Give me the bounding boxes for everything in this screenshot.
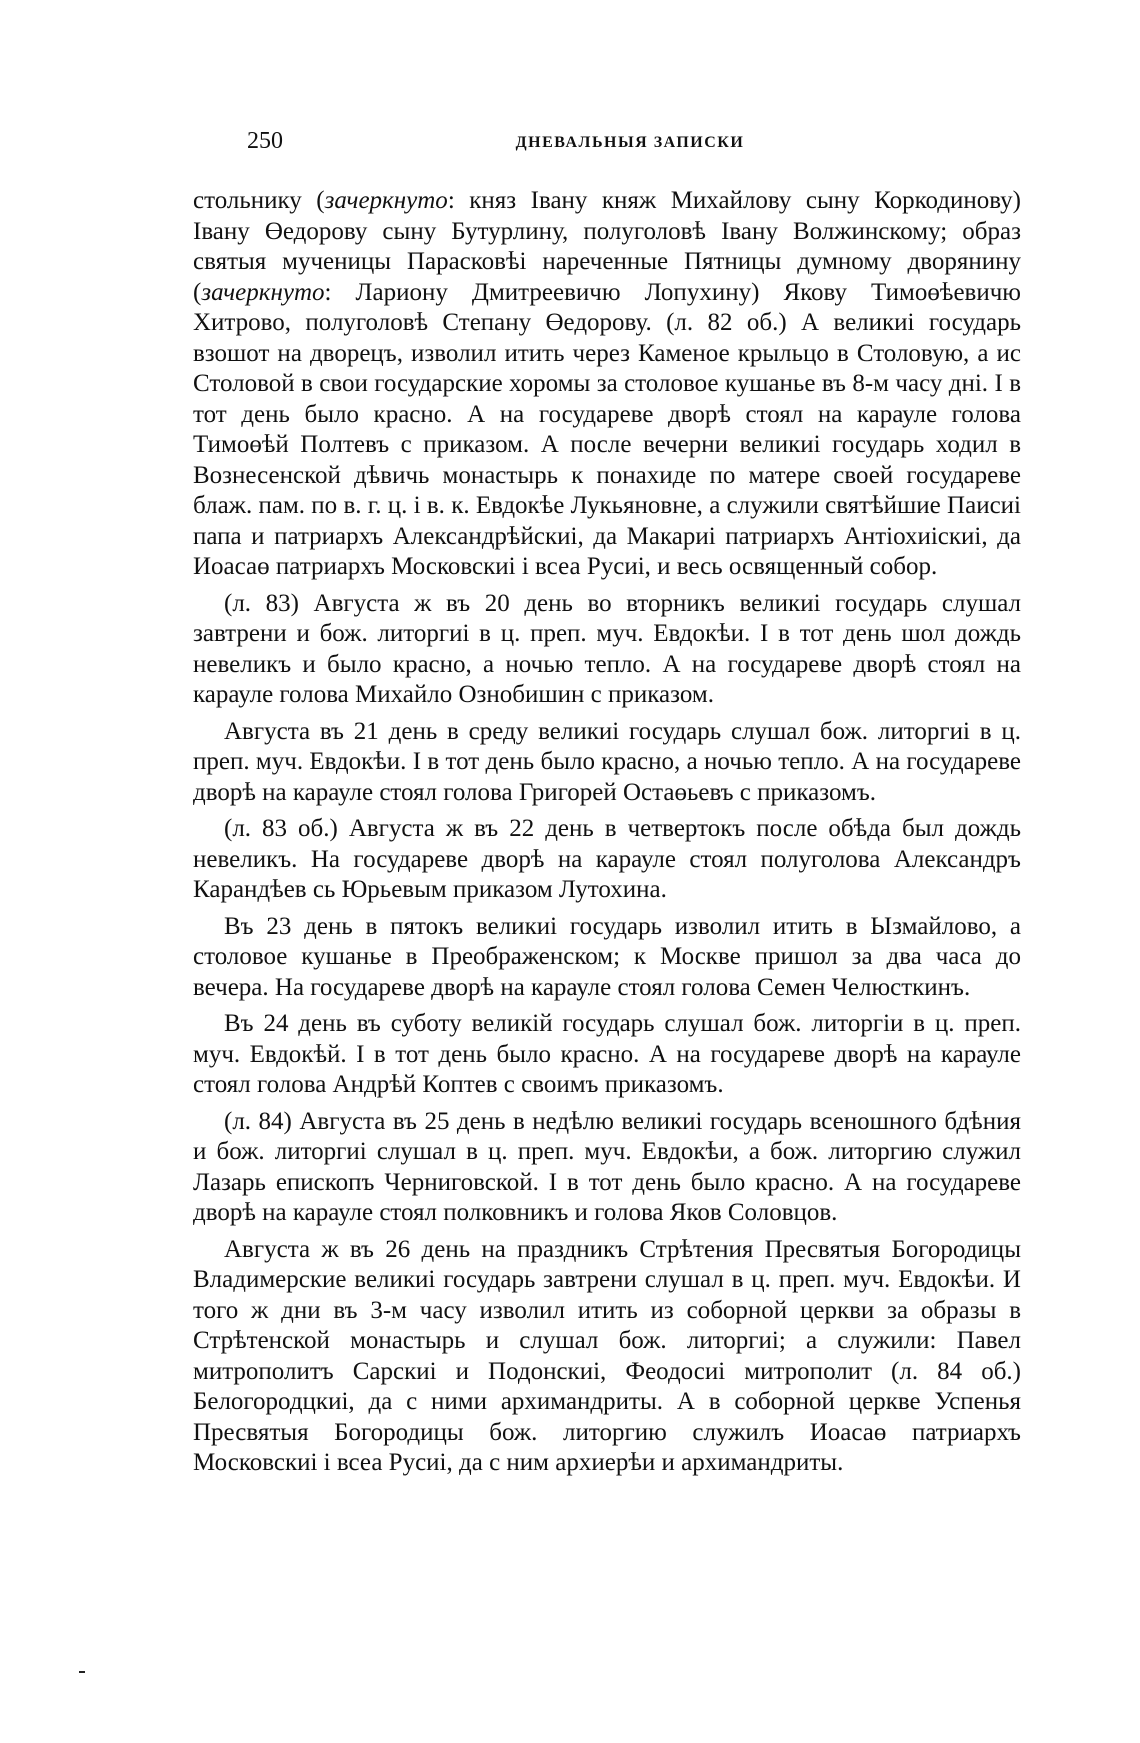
page-number: 250 bbox=[247, 128, 283, 154]
scan-speck bbox=[79, 1671, 85, 1673]
paragraph: стольнику (зачеркнуто: княз Івану княж Михайлову сыну Коркодинову) Івану Өедорову сыну Бутурлину, полуголовѣ Івану Волжинскому; образ святыя мученицы Парасковѣі нареченные Пятницы думному дворянину (зачеркнуто: Лариону Дмитреевичю Лопухину) Якову Тимоөѣевичю Хитрово, полуголовѣ Степану Өедорову. (л. 82 об.) А великиі государь взошот на дворецъ, изволил итить через Каменое крыльцо в Столовую, а ис Столовой в свои государские хоромы за столовое кушанье въ 8-м часу дні. І в тот день было красно. А на государеве дворѣ стоял на карауле голова Тимоөѣй Полтевъ с приказом. А после вечерни великиі государь ходил в Вознесенской дѣвичь монастырь к понахиде по матере своей государеве блаж. пам. по в. г. ц. і в. к. Евдокѣе Лукьяновне, а служили святѣйшие Паисиі папа и патриархъ Александрѣйскиі, да Макариі патриархъ Антіохиіскиі, да Иоасаө патриархъ Московскиі і всеа Русиі, и весь освященный собор. bbox=[193, 187, 1021, 580]
paragraph: (л. 83 об.) Августа ж въ 22 день в четвертокъ после обѣда был дождь невеликъ. На государеве дворѣ на карауле стоял полуголова Александръ Карандѣев сь Юрьевым приказом Лутохина. bbox=[193, 815, 1021, 903]
paragraph: (л. 83) Августа ж въ 20 день во вторникъ великиі государь слушал завтрени и бож. литоргиі в ц. преп. муч. Евдокѣи. І в тот день шол дождь невеликъ и было красно, а ночью тепло. А на государеве дворѣ стоял на карауле голова Михайло Ознобишин с приказом. bbox=[193, 589, 1021, 708]
paragraph: (л. 84) Августа въ 25 день в недѣлю великиі государь всеношного бдѣния и бож. литоргиі слушал в ц. преп. муч. Евдокѣи, а бож. литоргию служил Лазарь епископъ Черниговской. І в тот день было красно. А на государеве дворѣ на карауле стоял полковникъ и голова Яков Соловцов. bbox=[193, 1107, 1021, 1226]
paragraph: Въ 24 день въ суботу великій государь слушал бож. литоргіи в ц. преп. муч. Евдокѣй. І в тот день было красно. А на государеве дворѣ на карауле стоял голова Андрѣй Коптев с своимъ приказомъ. bbox=[193, 1010, 1021, 1098]
paragraph: Августа ж въ 26 день на праздникъ Стрѣтения Пресвятыя Богородицы Владимерские великиі государь завтрени слушал в ц. преп. муч. Евдокѣи. И того ж дни въ 3-м часу изволил итить из соборной церкви за образы в Стрѣтенской монастырь и слушал бож. литоргиі; а служили: Павел митрополитъ Сарскиі и Подонскиі, Феодосиі митрополит (л. 84 об.) Белогородцкиі, да с ними архимандриты. А в соборной церкве Успенья Пресвятыя Богородицы бож. литоргию служилъ Иоасаө патриархъ Московскиі і всеа Русиі, да с ним архиерѣи и архимандриты. bbox=[193, 1235, 1021, 1476]
body-text bbox=[193, 186, 1021, 1479]
editorial-note: зачеркнуто bbox=[324, 187, 448, 214]
page-header bbox=[247, 128, 1013, 164]
paragraph: Августа въ 21 день в среду великиі государь слушал бож. литоргиі в ц. преп. муч. Евдокѣи. І в тот день было красно, а ночью тепло. А на государеве дворѣ на карауле стоял голова Григорей Остаөьевъ с приказомъ. bbox=[193, 717, 1021, 806]
running-title: ДНЕВАЛЬНЫЯ ЗАПИСКИ bbox=[515, 134, 745, 151]
paragraph: Въ 23 день в пятокъ великиі государь изволил итить в Ызмайлово, а столовое кушанье в Преображенском; к Москве пришол за два часа до вечера. На государеве дворѣ на карауле стоял голова Семен Челюсткинъ. bbox=[193, 912, 1021, 1001]
editorial-note: зачеркнуто bbox=[201, 278, 325, 306]
